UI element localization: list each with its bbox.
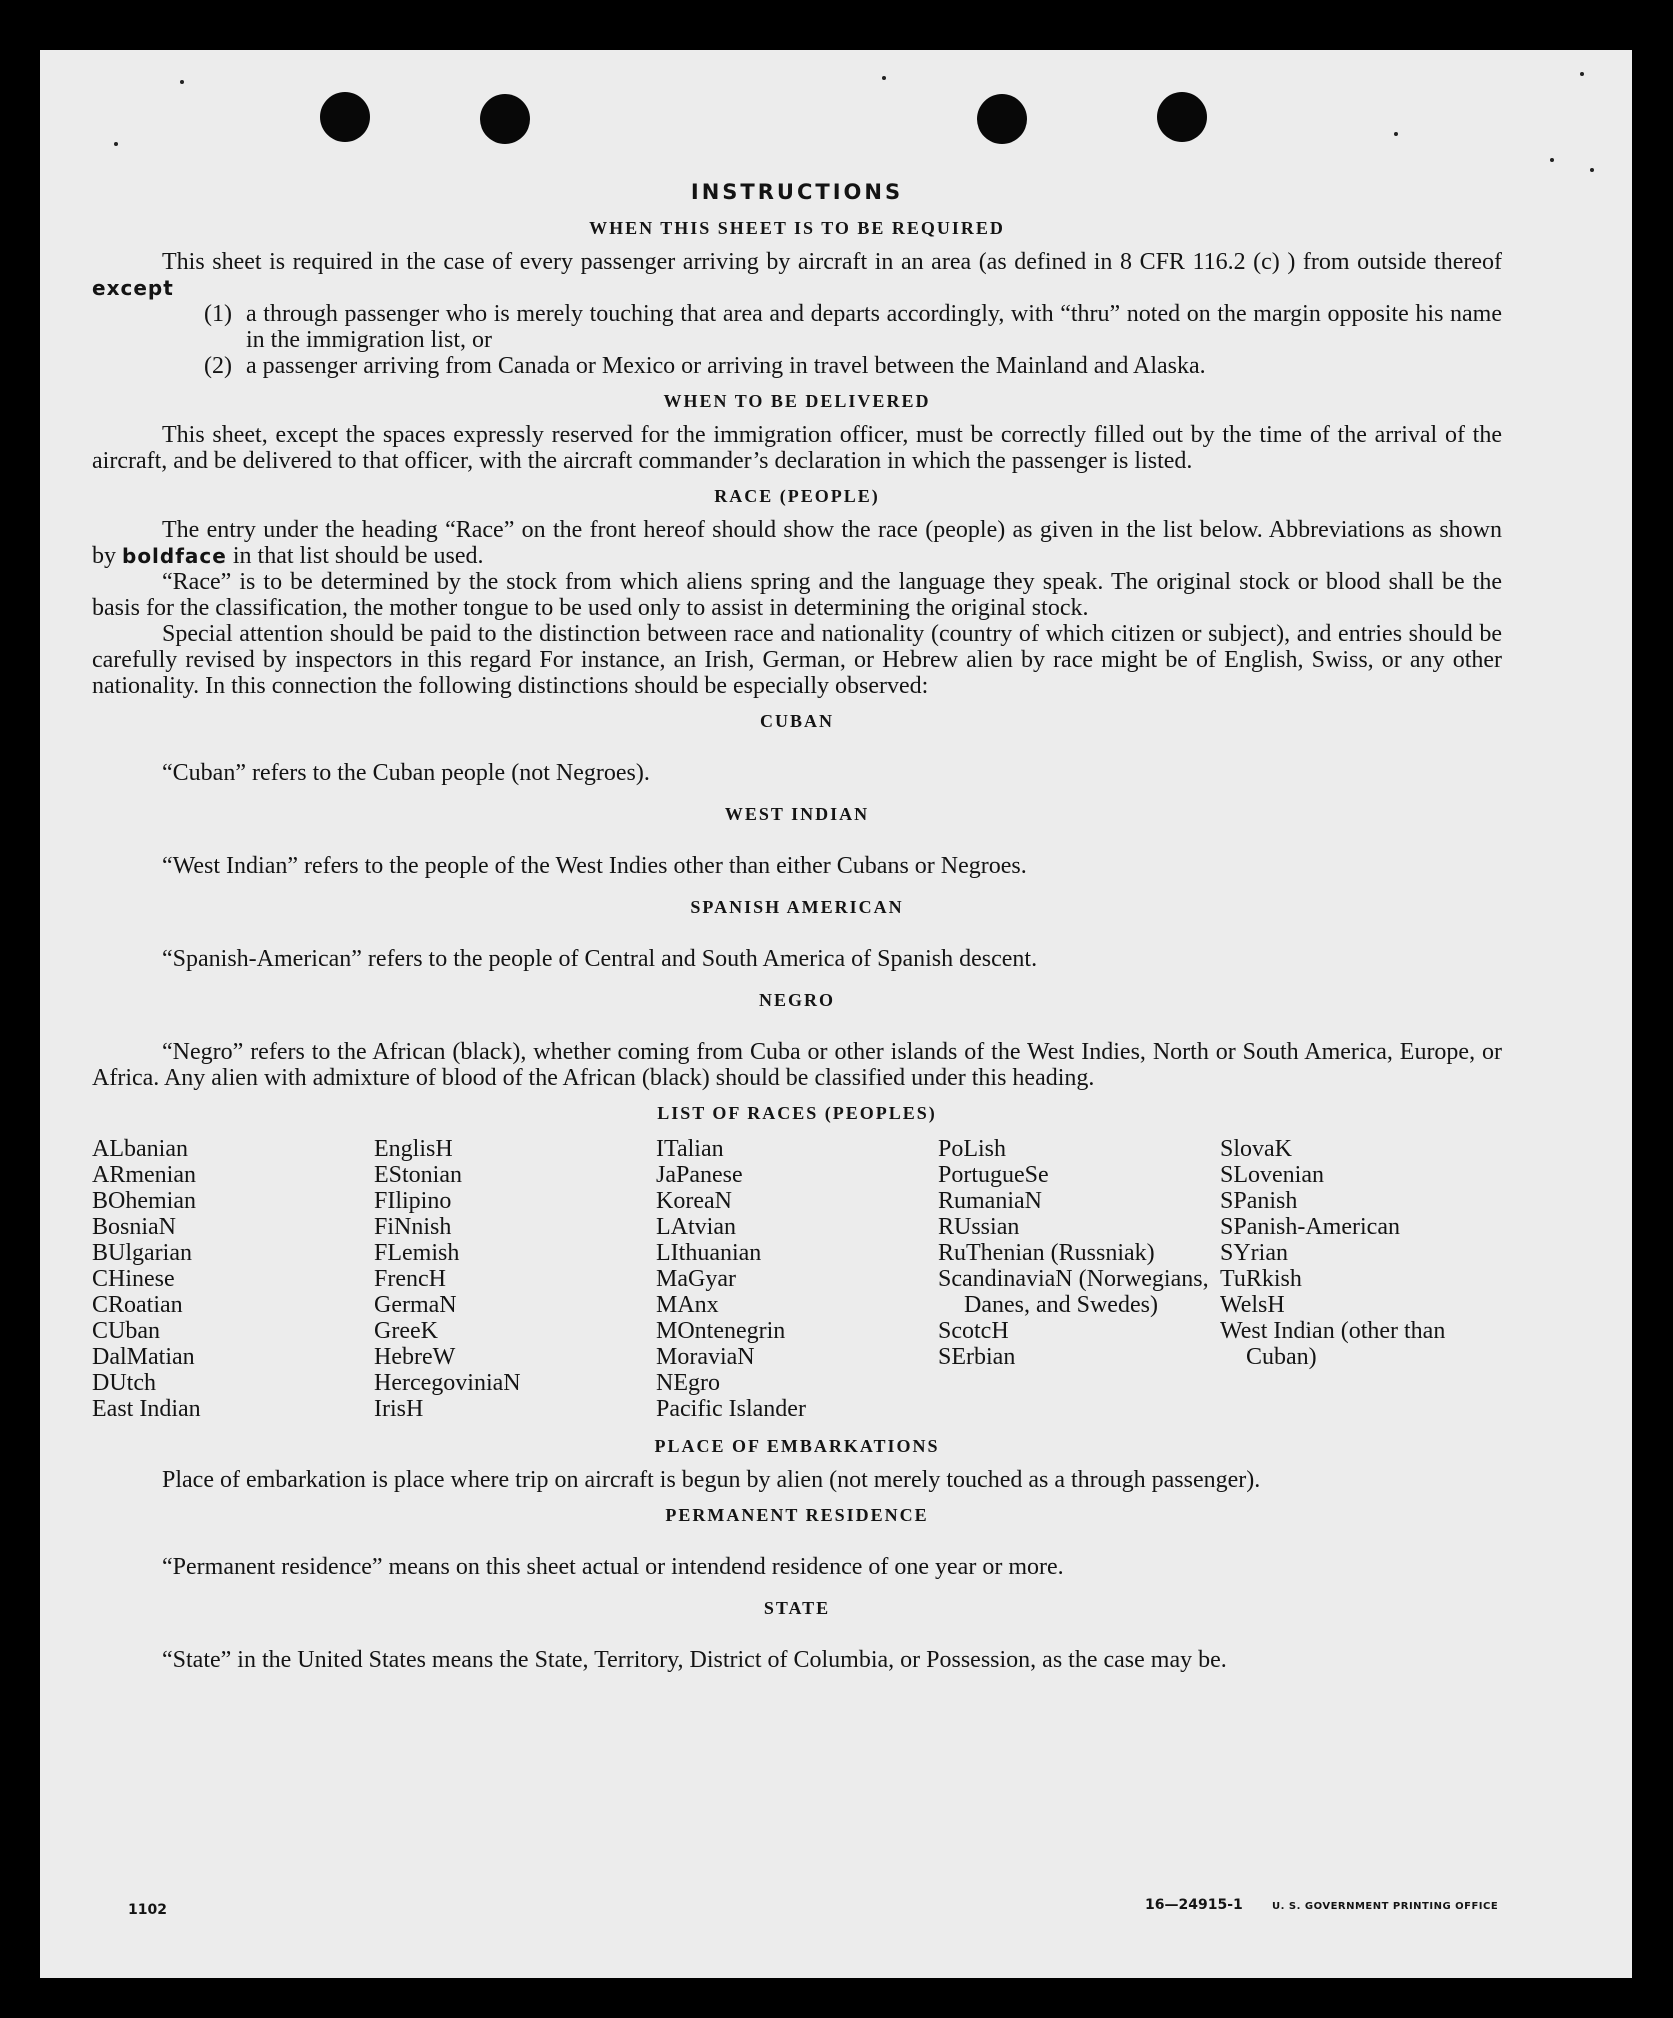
- race-item: EStonian: [374, 1162, 462, 1188]
- condition-1: [204, 301, 1502, 353]
- print-number: 16—24915-1: [1145, 1897, 1243, 1913]
- heading-when-delivered: WHEN TO BE DELIVERED: [663, 391, 931, 411]
- heading-west-indian: WEST INDIAN: [724, 804, 870, 824]
- race-item: EnglisH: [374, 1136, 453, 1162]
- race-item: BOhemian: [92, 1188, 196, 1214]
- race-column: [656, 1136, 938, 1422]
- condition-1-text: a through passenger who is merely touching that area and departs accordingly, with “thru” noted on the margin opposite his name in the immigration list, or: [246, 301, 1502, 353]
- race-item: DalMatian: [92, 1344, 195, 1370]
- race-item: RumaniaN: [938, 1188, 1042, 1214]
- race-item: RuThenian (Russniak): [938, 1240, 1155, 1266]
- race-item: TuRkish: [1220, 1266, 1302, 1292]
- race-item: Pacific Islander: [656, 1396, 806, 1422]
- race-item: SPanish-American: [1220, 1214, 1400, 1240]
- when-required-intro: [92, 249, 1502, 301]
- race-item: DUtch: [92, 1370, 156, 1396]
- condition-2-text: a passenger arriving from Canada or Mexico or arriving in travel between the Mainland and Alaska.: [246, 353, 1206, 379]
- race-item: CUban: [92, 1318, 160, 1344]
- heading-list-of-races: LIST OF RACES (PEOPLES): [657, 1103, 937, 1123]
- race-item: ALbanian: [92, 1136, 188, 1162]
- race-column: [92, 1136, 374, 1422]
- page-title: INSTRUCTIONS: [690, 180, 904, 204]
- heading-when-required: WHEN THIS SHEET IS TO BE REQUIRED: [589, 218, 1005, 238]
- condition-2-number: (2): [204, 353, 232, 379]
- race-item: HercegoviniaN: [374, 1370, 521, 1396]
- race-item: MAnx: [656, 1292, 719, 1318]
- speck: [1580, 72, 1584, 76]
- speck: [882, 76, 886, 80]
- heading-state: STATE: [763, 1598, 831, 1618]
- race-item: IrisH: [374, 1396, 424, 1422]
- race-item: GermaN: [374, 1292, 457, 1318]
- speck: [114, 142, 118, 146]
- race-item: KoreaN: [656, 1188, 732, 1214]
- race-paragraph-2: “Race” is to be determined by the stock from which aliens spring and the language they speak. The original stock or blood shall be the basis for the classification, the mother tongue to be used only to assist in determining the original stock.: [92, 569, 1502, 621]
- race-item: FIlipino: [374, 1188, 452, 1214]
- residence-text: “Permanent residence” means on this sheet actual or intendend residence of one year or more.: [162, 1554, 1064, 1580]
- heading-negro: NEGRO: [758, 990, 835, 1010]
- race-item: ScotcH: [938, 1318, 1009, 1344]
- punch-hole: [480, 94, 530, 144]
- race-item: SPanish: [1220, 1188, 1298, 1214]
- race-item: PoLish: [938, 1136, 1007, 1162]
- embarkation-text: Place of embarkation is place where trip on aircraft is begun by alien (not merely touched as a through passenger).: [162, 1467, 1261, 1493]
- heading-embarkation: PLACE OF EMBARKATIONS: [654, 1436, 940, 1456]
- speck: [1590, 168, 1594, 172]
- race-item: SLovenian: [1220, 1162, 1324, 1188]
- race-item: CRoatian: [92, 1292, 183, 1318]
- intro-text: This sheet is required in the case of every passenger arriving by aircraft in an area (as defined in 8 CFR 116.2 (c) ) from outside thereof: [162, 249, 1502, 275]
- state-text: “State” in the United States means the State, Territory, District of Columbia, or Possession, as the case may be.: [162, 1647, 1227, 1673]
- race-paragraph-1: [92, 517, 1502, 569]
- when-delivered-text: This sheet, except the spaces expressly reserved for the immigration officer, must be correctly filled out by the time of the arrival of the aircraft, and be delivered to that officer, with the aircraft commander’s declaration in which the passenger is listed.: [92, 422, 1502, 474]
- race-item: ITalian: [656, 1136, 724, 1162]
- race-item: WelsH: [1220, 1292, 1285, 1318]
- spanish-american-text: “Spanish-American” refers to the people of Central and South America of Spanish descent.: [162, 946, 1038, 972]
- condition-2: [204, 353, 1502, 379]
- race-item: CHinese: [92, 1266, 175, 1292]
- race-p1-a: The entry under the heading “Race” on the front hereof should show the race (people) as given in the list below. Abbreviations as shown by: [92, 517, 1502, 569]
- race-item: MoraviaN: [656, 1344, 755, 1370]
- race-item: East Indian: [92, 1396, 201, 1422]
- heading-residence: PERMANENT RESIDENCE: [665, 1505, 929, 1525]
- race-item: HebreW: [374, 1344, 456, 1370]
- race-item: BUlgarian: [92, 1240, 192, 1266]
- race-column: [1220, 1136, 1502, 1422]
- race-list: [92, 1136, 1502, 1422]
- race-item: MOntenegrin: [656, 1318, 786, 1344]
- printer-name: U. S. GOVERNMENT PRINTING OFFICE: [1272, 1901, 1499, 1912]
- race-column: [374, 1136, 656, 1422]
- cuban-text: “Cuban” refers to the Cuban people (not Negroes).: [162, 760, 650, 786]
- speck: [1394, 132, 1398, 136]
- condition-1-number: (1): [204, 301, 232, 327]
- race-item: West Indian (other than Cuban): [1220, 1318, 1446, 1370]
- instructions-content: [92, 180, 1502, 1673]
- race-item: SErbian: [938, 1344, 1016, 1370]
- race-item: ARmenian: [92, 1162, 196, 1188]
- race-item: LAtvian: [656, 1214, 736, 1240]
- race-item: RUssian: [938, 1214, 1020, 1240]
- punch-hole: [977, 94, 1027, 144]
- heading-spanish-american: SPANISH AMERICAN: [690, 897, 904, 917]
- race-item: FLemish: [374, 1240, 460, 1266]
- intro-except: except: [92, 276, 174, 300]
- negro-text: “Negro” refers to the African (black), whether coming from Cuba or other islands of the West Indies, North or South America, Europe, or Africa. Any alien with admixture of blood of the African (black) should be classified under this heading.: [92, 1039, 1502, 1091]
- race-item: FiNnish: [374, 1214, 452, 1240]
- race-item: JaPanese: [656, 1162, 743, 1188]
- race-p1-boldface: boldface: [122, 544, 227, 568]
- race-column: [938, 1136, 1220, 1422]
- race-item: MaGyar: [656, 1266, 736, 1292]
- race-item: ScandinaviaN (Norwegians, Danes, and Swedes): [938, 1266, 1209, 1318]
- race-item: LIthuanian: [656, 1240, 762, 1266]
- west-indian-text: “West Indian” refers to the people of the West Indies other than either Cubans or Negroes.: [162, 853, 1027, 879]
- race-paragraph-3: Special attention should be paid to the distinction between race and nationality (country of which citizen or subject), and entries should be carefully revised by inspectors in this regard For instance, an Irish, German, or Hebrew alien by race might be of English, Swiss, or any other nationality. In this connection the following distinctions should be especially observed:: [92, 621, 1502, 699]
- race-item: FrencH: [374, 1266, 446, 1292]
- race-item: BosniaN: [92, 1214, 176, 1240]
- race-item: GreeK: [374, 1318, 438, 1344]
- race-item: PortugueSe: [938, 1162, 1049, 1188]
- race-item: NEgro: [656, 1370, 720, 1396]
- heading-cuban: CUBAN: [759, 711, 834, 731]
- race-p1-b: in that list should be used.: [232, 543, 484, 569]
- speck: [1550, 158, 1554, 162]
- punch-hole: [1157, 92, 1207, 142]
- punch-hole: [320, 92, 370, 142]
- speck: [180, 80, 184, 84]
- document-page: [40, 50, 1632, 1978]
- race-item: SYrian: [1220, 1240, 1288, 1266]
- heading-race: RACE (PEOPLE): [714, 486, 880, 506]
- form-code: 1102: [128, 1902, 167, 1918]
- race-item: SlovaK: [1220, 1136, 1292, 1162]
